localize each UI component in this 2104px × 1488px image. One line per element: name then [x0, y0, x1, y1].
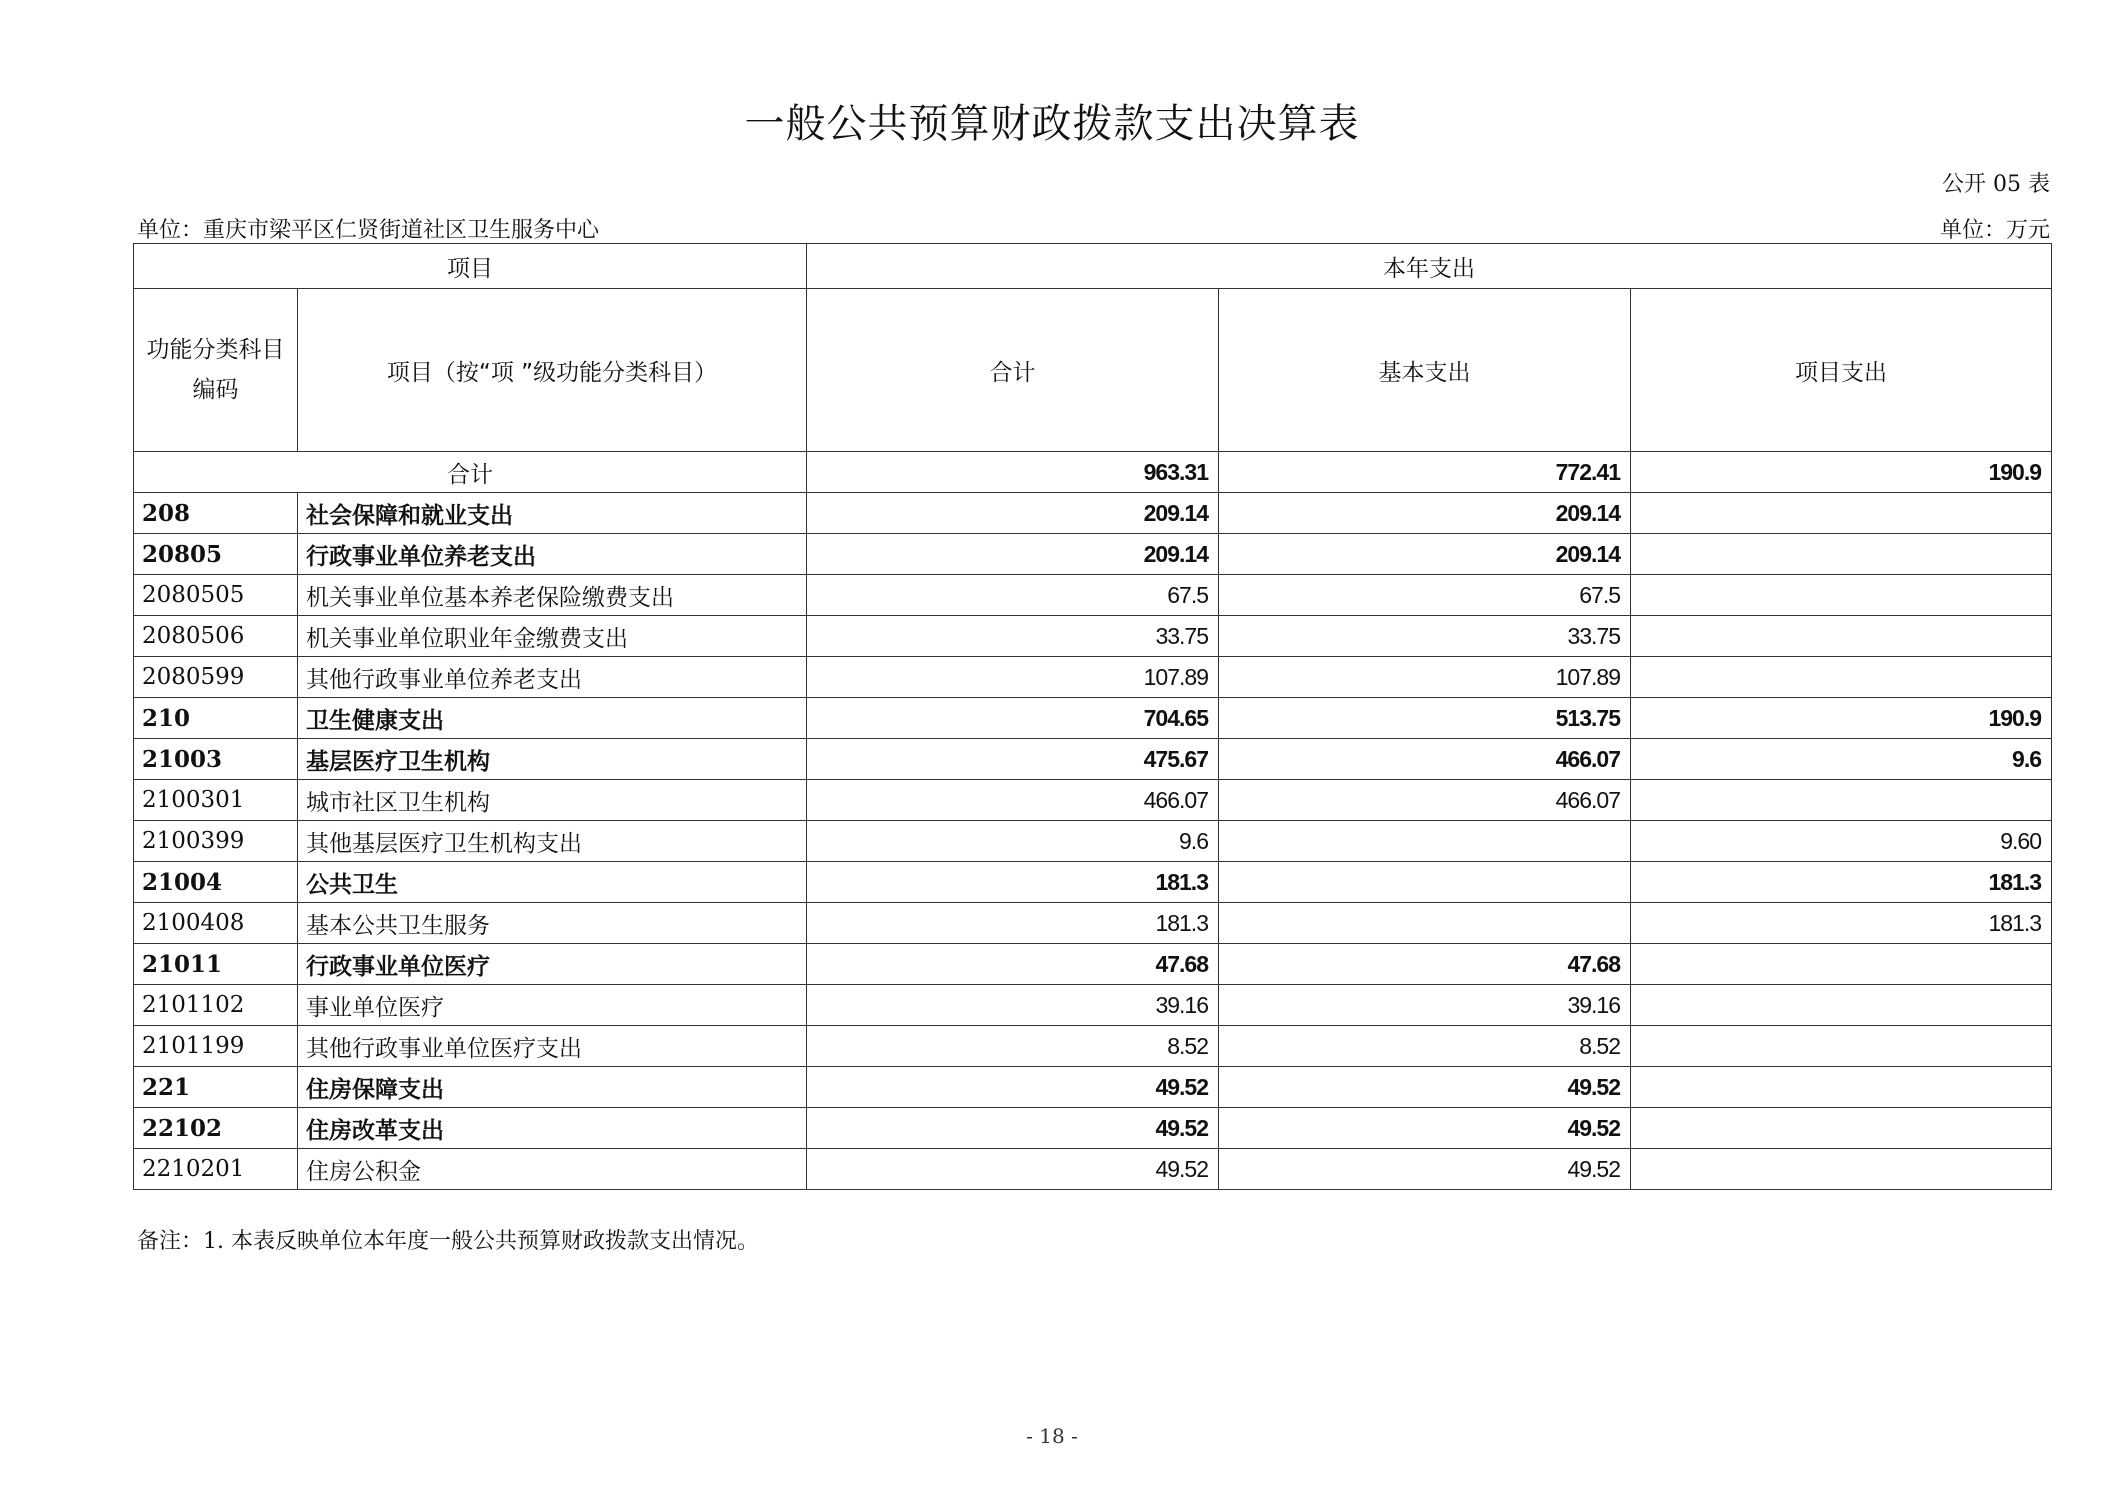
row-code: 210 [134, 698, 298, 739]
row-name: 住房公积金 [298, 1149, 807, 1190]
row-name: 公共卫生 [298, 862, 807, 903]
row-code: 2100301 [134, 780, 298, 821]
row-project [1631, 575, 2052, 616]
table-row [134, 534, 2052, 575]
row-total: 49.52 [807, 1149, 1219, 1190]
row-basic: 466.07 [1219, 780, 1631, 821]
row-total: 475.67 [807, 739, 1219, 780]
row-project: 9.6 [1631, 739, 2052, 780]
row-total: 9.6 [807, 821, 1219, 862]
row-project [1631, 534, 2052, 575]
row-project [1631, 1026, 2052, 1067]
footnote: 备注：1. 本表反映单位本年度一般公共预算财政拨款支出情况。 [137, 1229, 759, 1254]
row-basic: 39.16 [1219, 985, 1631, 1026]
row-name: 住房保障支出 [298, 1067, 807, 1108]
row-code: 21003 [134, 739, 298, 780]
row-name: 住房改革支出 [298, 1108, 807, 1149]
expenditure-table [133, 243, 2052, 1190]
header-item: 项目 [134, 244, 807, 289]
table-row [134, 698, 2052, 739]
row-name: 卫生健康支出 [298, 698, 807, 739]
row-code: 2080506 [134, 616, 298, 657]
row-code: 22102 [134, 1108, 298, 1149]
table-row [134, 821, 2052, 862]
header-row-2 [134, 289, 2052, 452]
row-project: 181.3 [1631, 903, 2052, 944]
row-code: 20805 [134, 534, 298, 575]
row-basic [1219, 862, 1631, 903]
row-code: 2210201 [134, 1149, 298, 1190]
total-project: 190.9 [1631, 452, 2052, 493]
row-code: 2100399 [134, 821, 298, 862]
table-row [134, 493, 2052, 534]
row-code: 2080505 [134, 575, 298, 616]
row-name: 基本公共卫生服务 [298, 903, 807, 944]
row-name: 机关事业单位职业年金缴费支出 [298, 616, 807, 657]
total-label: 合计 [134, 452, 807, 493]
row-project [1631, 1149, 2052, 1190]
row-name: 其他行政事业单位养老支出 [298, 657, 807, 698]
row-total: 704.65 [807, 698, 1219, 739]
header-row-1 [134, 244, 2052, 289]
row-total: 8.52 [807, 1026, 1219, 1067]
row-basic: 49.52 [1219, 1149, 1631, 1190]
row-basic [1219, 821, 1631, 862]
header-name: 项目（按“项 ”级功能分类科目） [298, 289, 807, 452]
table-row [134, 575, 2052, 616]
row-total: 209.14 [807, 534, 1219, 575]
row-total: 49.52 [807, 1067, 1219, 1108]
row-basic: 49.52 [1219, 1067, 1631, 1108]
table-number: 公开 05 表 [1942, 172, 2050, 197]
total-basic: 772.41 [1219, 452, 1631, 493]
table-row [134, 1026, 2052, 1067]
row-code: 2101102 [134, 985, 298, 1026]
row-project [1631, 985, 2052, 1026]
total-amount: 963.31 [807, 452, 1219, 493]
header-project: 项目支出 [1631, 289, 2052, 452]
row-total: 209.14 [807, 493, 1219, 534]
row-name: 行政事业单位养老支出 [298, 534, 807, 575]
row-project: 9.60 [1631, 821, 2052, 862]
row-name: 其他行政事业单位医疗支出 [298, 1026, 807, 1067]
row-project [1631, 493, 2052, 534]
row-total: 181.3 [807, 903, 1219, 944]
row-code: 221 [134, 1067, 298, 1108]
row-project [1631, 616, 2052, 657]
row-project: 181.3 [1631, 862, 2052, 903]
row-code: 21004 [134, 862, 298, 903]
row-total: 39.16 [807, 985, 1219, 1026]
row-basic: 513.75 [1219, 698, 1631, 739]
table-row [134, 739, 2052, 780]
row-basic: 209.14 [1219, 493, 1631, 534]
row-basic: 47.68 [1219, 944, 1631, 985]
row-project [1631, 1067, 2052, 1108]
page-title: 一般公共预算财政拨款支出决算表 [744, 101, 1360, 147]
organization-unit: 单位：重庆市梁平区仁贤街道社区卫生服务中心 [137, 218, 600, 243]
row-total: 47.68 [807, 944, 1219, 985]
row-total: 49.52 [807, 1108, 1219, 1149]
currency-unit: 单位：万元 [1939, 218, 2050, 243]
row-total: 181.3 [807, 862, 1219, 903]
row-name: 其他基层医疗卫生机构支出 [298, 821, 807, 862]
page-number: - 18 - [1026, 1424, 1078, 1448]
row-total: 67.5 [807, 575, 1219, 616]
row-code: 2101199 [134, 1026, 298, 1067]
row-code: 21011 [134, 944, 298, 985]
row-code: 208 [134, 493, 298, 534]
row-total: 107.89 [807, 657, 1219, 698]
row-project [1631, 1108, 2052, 1149]
row-name: 城市社区卫生机构 [298, 780, 807, 821]
row-project [1631, 944, 2052, 985]
row-name: 社会保障和就业支出 [298, 493, 807, 534]
row-basic: 107.89 [1219, 657, 1631, 698]
row-project [1631, 657, 2052, 698]
table-row [134, 657, 2052, 698]
row-basic: 8.52 [1219, 1026, 1631, 1067]
row-name: 事业单位医疗 [298, 985, 807, 1026]
row-total: 466.07 [807, 780, 1219, 821]
row-name: 行政事业单位医疗 [298, 944, 807, 985]
row-code: 2080599 [134, 657, 298, 698]
header-code: 功能分类科目编码 [134, 289, 298, 452]
row-basic: 33.75 [1219, 616, 1631, 657]
table-row [134, 944, 2052, 985]
total-row [134, 452, 2052, 493]
row-basic: 67.5 [1219, 575, 1631, 616]
row-basic: 49.52 [1219, 1108, 1631, 1149]
table-row [134, 985, 2052, 1026]
header-basic: 基本支出 [1219, 289, 1631, 452]
table-row [134, 780, 2052, 821]
table-row [134, 903, 2052, 944]
row-name: 基层医疗卫生机构 [298, 739, 807, 780]
table-row [134, 1149, 2052, 1190]
row-total: 33.75 [807, 616, 1219, 657]
header-total: 合计 [807, 289, 1219, 452]
table-row [134, 1067, 2052, 1108]
row-project: 190.9 [1631, 698, 2052, 739]
table-row [134, 616, 2052, 657]
row-project [1631, 780, 2052, 821]
row-name: 机关事业单位基本养老保险缴费支出 [298, 575, 807, 616]
row-code: 2100408 [134, 903, 298, 944]
row-basic [1219, 903, 1631, 944]
row-basic: 209.14 [1219, 534, 1631, 575]
table-row [134, 862, 2052, 903]
table-row [134, 1108, 2052, 1149]
row-basic: 466.07 [1219, 739, 1631, 780]
header-current-year: 本年支出 [807, 244, 2052, 289]
